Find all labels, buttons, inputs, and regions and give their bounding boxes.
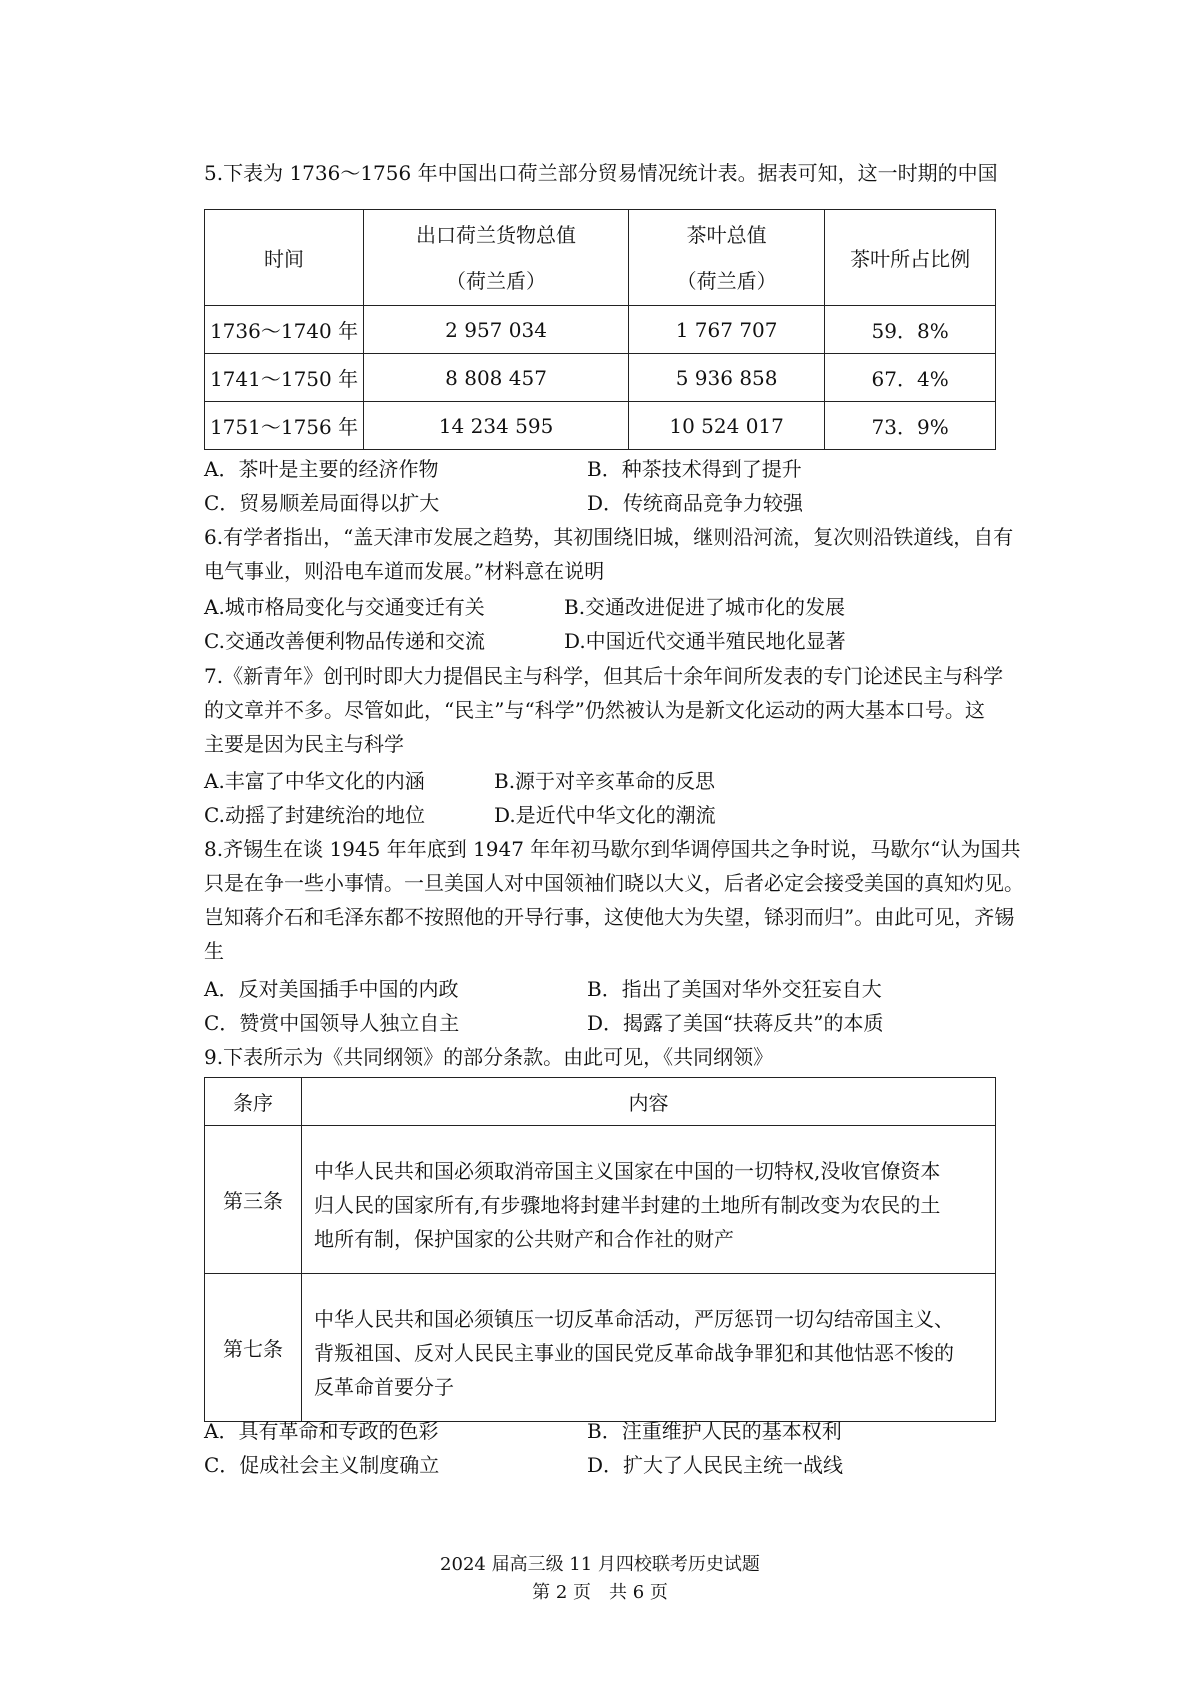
option-c[interactable]: C.动摇了封建统治的地位 bbox=[204, 803, 425, 827]
table-header-row bbox=[205, 1078, 996, 1126]
cell-tea-value: 5 936 858 bbox=[629, 354, 825, 402]
cell-ratio: 73．9% bbox=[825, 402, 996, 450]
cell-export-value: 14 234 595 bbox=[364, 402, 629, 450]
option-d[interactable]: D.是近代中华文化的潮流 bbox=[494, 803, 716, 827]
header-cell-tea-ratio: 茶叶所占比例 bbox=[825, 210, 996, 306]
question-stem-line: 生 bbox=[204, 939, 224, 963]
option-a[interactable]: A．反对美国插手中国的内政 bbox=[204, 977, 459, 1001]
table-row bbox=[205, 402, 996, 450]
question-stem-line: 的文章并不多。尽管如此，“民主”与“科学”仍然被认为是新文化运动的两大基本口号。这 bbox=[204, 698, 985, 722]
option-d[interactable]: D.中国近代交通半殖民地化显著 bbox=[564, 629, 846, 653]
options-row bbox=[204, 486, 1040, 520]
cell-period: 1741～1750 年 bbox=[205, 354, 364, 402]
common-program-table bbox=[204, 1077, 996, 1422]
cell-content: 中华人民共和国必须镇压一切反革命活动，严厉惩罚一切勾结帝国主义、 背叛祖国、反对人民民主事业的国民党反革命战争罪犯和其他怙恶不悛的 反革命首要分子 bbox=[302, 1274, 996, 1422]
options-row bbox=[204, 624, 1040, 658]
cell-period: 1736～1740 年 bbox=[205, 306, 364, 354]
option-b[interactable]: B．注重维护人民的基本权利 bbox=[587, 1419, 842, 1443]
options-row bbox=[204, 1448, 1040, 1482]
cell-article: 第七条 bbox=[205, 1274, 302, 1422]
question-stem-line: 8.齐锡生在谈 1945 年年底到 1947 年年初马歇尔到华调停国共之争时说，马歇尔“认为国共 bbox=[204, 837, 1021, 861]
cell-content: 中华人民共和国必须取消帝国主义国家在中国的一切特权,没收官僚资本 归人民的国家所有,有步骤地将封建半封建的土地所有制改变为农民的土 地所有制，保护国家的公共财产和合作社的财产 bbox=[302, 1126, 996, 1274]
header-cell-export-total: 出口荷兰货物总值 （荷兰盾） bbox=[364, 210, 629, 306]
option-a[interactable]: A．茶叶是主要的经济作物 bbox=[204, 457, 439, 481]
options-row bbox=[204, 452, 1040, 486]
cell-tea-value: 1 767 707 bbox=[629, 306, 825, 354]
option-a[interactable]: A.丰富了中华文化的内涵 bbox=[204, 769, 425, 793]
options-row bbox=[204, 1414, 1040, 1448]
option-b[interactable]: B．指出了美国对华外交狂妄自大 bbox=[587, 977, 882, 1001]
question-stem-line: 只是在争一些小事情。一旦美国人对中国领袖们晓以大义，后者必定会接受美国的真知灼见。 bbox=[204, 871, 1024, 895]
option-c[interactable]: C.交通改善便利物品传递和交流 bbox=[204, 629, 485, 653]
option-b[interactable]: B.交通改进促进了城市化的发展 bbox=[564, 595, 846, 619]
cell-ratio: 59．8% bbox=[825, 306, 996, 354]
header-cell-content: 内容 bbox=[302, 1078, 996, 1126]
option-c[interactable]: C．赞赏中国领导人独立自主 bbox=[204, 1011, 460, 1035]
option-c[interactable]: C．促成社会主义制度确立 bbox=[204, 1453, 440, 1477]
table-row bbox=[205, 1126, 996, 1274]
question-9-stem bbox=[204, 1040, 1040, 1074]
footer-title: 2024 届高三级 11 月四校联考历史试题 bbox=[440, 1554, 760, 1575]
question-stem-line: 岂知蒋介石和毛泽东都不按照他的开导行事，这使他大为失望，铩羽而归”。由此可见，齐锡 bbox=[204, 905, 1015, 929]
option-d[interactable]: D．揭露了美国“扶蒋反共”的本质 bbox=[587, 1011, 884, 1035]
cell-export-value: 2 957 034 bbox=[364, 306, 629, 354]
option-d[interactable]: D．传统商品竞争力较强 bbox=[587, 491, 804, 515]
options-row bbox=[204, 798, 1040, 832]
question-7-stem bbox=[204, 659, 1040, 761]
option-c[interactable]: C．贸易顺差局面得以扩大 bbox=[204, 491, 440, 515]
cell-export-value: 8 808 457 bbox=[364, 354, 629, 402]
question-6-stem bbox=[204, 520, 1040, 588]
cell-period: 1751～1756 年 bbox=[205, 402, 364, 450]
options-row bbox=[204, 1006, 1040, 1040]
footer-page-number: 第 2 页 共 6 页 bbox=[532, 1582, 668, 1603]
table-row bbox=[205, 354, 996, 402]
question-stem-line: 电气事业，则沿电车道而发展。”材料意在说明 bbox=[204, 559, 605, 583]
question-5-stem bbox=[204, 156, 1040, 190]
option-a[interactable]: A.城市格局变化与交通变迁有关 bbox=[204, 595, 485, 619]
cell-article: 第三条 bbox=[205, 1126, 302, 1274]
question-stem-line: 5.下表为 1736～1756 年中国出口荷兰部分贸易情况统计表。据表可知，这一时期的中国 bbox=[204, 161, 998, 185]
question-stem-line: 7.《新青年》创刊时即大力提倡民主与科学，但其后十余年间所发表的专门论述民主与科学 bbox=[204, 664, 1004, 688]
header-cell-article: 条序 bbox=[205, 1078, 302, 1126]
question-stem-line: 主要是因为民主与科学 bbox=[204, 732, 404, 756]
trade-table bbox=[204, 209, 996, 450]
options-row bbox=[204, 590, 1040, 624]
question-stem-line: 9.下表所示为《共同纲领》的部分条款。由此可见，《共同纲领》 bbox=[204, 1045, 774, 1069]
table-row bbox=[205, 306, 996, 354]
header-cell-tea-total: 茶叶总值 （荷兰盾） bbox=[629, 210, 825, 306]
cell-tea-value: 10 524 017 bbox=[629, 402, 825, 450]
table-row bbox=[205, 1274, 996, 1422]
option-b[interactable]: B．种茶技术得到了提升 bbox=[587, 457, 802, 481]
question-8-stem bbox=[204, 832, 1040, 968]
option-a[interactable]: A．具有革命和专政的色彩 bbox=[204, 1419, 439, 1443]
cell-ratio: 67．4% bbox=[825, 354, 996, 402]
table-header-row bbox=[205, 210, 996, 306]
options-row bbox=[204, 764, 1040, 798]
header-cell-time: 时间 bbox=[205, 210, 364, 306]
option-d[interactable]: D．扩大了人民民主统一战线 bbox=[587, 1453, 844, 1477]
options-row bbox=[204, 972, 1040, 1006]
question-stem-line: 6.有学者指出，“盖天津市发展之趋势，其初围绕旧城，继则沿河流，复次则沿铁道线，自有 bbox=[204, 525, 1014, 549]
option-b[interactable]: B.源于对辛亥革命的反思 bbox=[494, 769, 716, 793]
